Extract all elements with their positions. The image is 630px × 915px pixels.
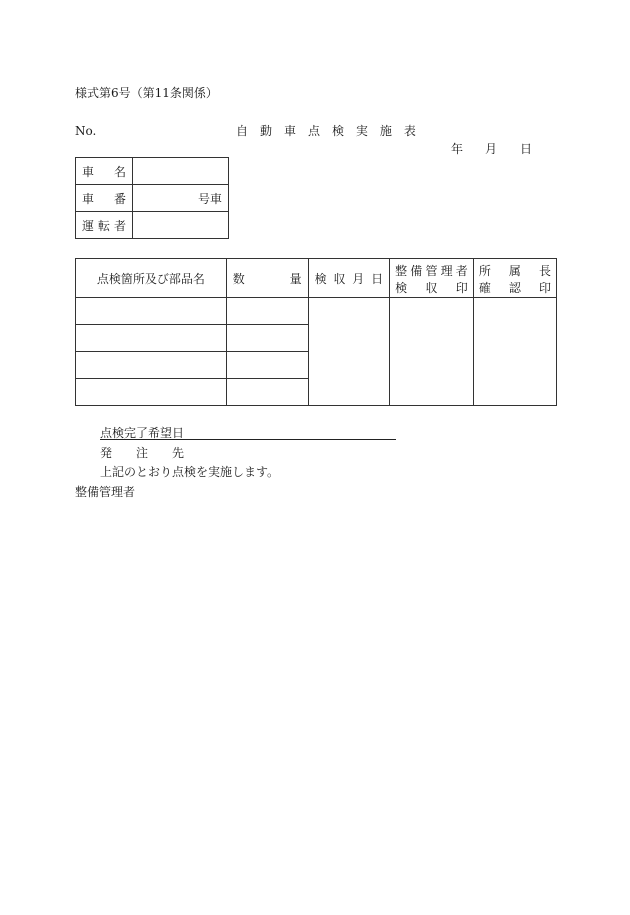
header-char: 月	[352, 271, 365, 286]
title-char: 点	[307, 124, 320, 138]
header-char: 収	[425, 281, 438, 295]
title-char: 自	[236, 124, 249, 138]
header-char: 管	[425, 264, 438, 278]
acceptance-date-header	[308, 259, 390, 298]
header-char: 整	[395, 264, 408, 278]
label-char: 発	[100, 446, 113, 460]
form-title	[236, 124, 416, 138]
title-char: 車	[283, 124, 296, 138]
inspection-header-row	[76, 259, 557, 298]
label-char: 先	[171, 446, 184, 460]
order-to-label	[100, 446, 184, 460]
statement-text: 上記のとおり点検を実施します。	[100, 465, 280, 479]
vehicle-number-field[interactable]	[133, 185, 229, 212]
vehicle-number-suffix: 号車	[197, 191, 222, 206]
label-char: 運	[82, 218, 95, 233]
quantity-cell[interactable]	[226, 298, 308, 325]
quantity-header	[226, 259, 308, 298]
form-number: 様式第6号（第11条関係）	[75, 86, 218, 100]
table-row	[76, 298, 557, 325]
department-head-seal-cell[interactable]	[473, 298, 556, 406]
department-head-seal-header	[473, 259, 556, 298]
maintenance-manager-seal-header	[390, 259, 474, 298]
parts-header: 点検箇所及び部品名	[76, 259, 227, 298]
header-char: 検	[314, 271, 327, 286]
driver-label	[76, 212, 133, 239]
header-char: 確	[478, 281, 491, 295]
header-char: 理	[440, 264, 453, 278]
label-char: 注	[135, 446, 148, 460]
header-char: 者	[455, 264, 468, 278]
part-name-cell[interactable]	[76, 325, 227, 352]
header-char: 印	[455, 281, 468, 295]
no-label: No.	[75, 124, 97, 138]
vehicle-info-table	[75, 157, 229, 239]
desired-completion-date-label: 点検完了希望日	[100, 426, 185, 440]
title-char: 表	[403, 124, 416, 138]
label-char: 名	[113, 164, 126, 179]
header-char: 数	[232, 271, 245, 286]
header-char: 所	[478, 264, 491, 278]
part-name-cell[interactable]	[76, 298, 227, 325]
vehicle-number-row	[76, 185, 229, 212]
title-char: 動	[259, 124, 272, 138]
vehicle-number-label	[76, 185, 133, 212]
header-char: 収	[333, 271, 346, 286]
label-char: 者	[113, 218, 126, 233]
header-char: 印	[538, 281, 551, 295]
part-name-cell[interactable]	[76, 379, 227, 406]
desired-completion-date-line[interactable]	[100, 439, 396, 440]
header-char: 量	[289, 271, 302, 286]
label-char: 車	[82, 191, 95, 206]
maintenance-manager-seal-cell[interactable]	[390, 298, 474, 406]
date-year-label: 年	[451, 142, 464, 156]
part-name-cell[interactable]	[76, 352, 227, 379]
quantity-cell[interactable]	[226, 352, 308, 379]
title-char: 検	[331, 124, 344, 138]
header-char: 備	[410, 264, 423, 278]
header-char: 認	[508, 281, 521, 295]
date-month-label: 月	[485, 142, 498, 156]
title-char: 施	[379, 124, 392, 138]
inspection-table	[75, 258, 557, 406]
vehicle-name-row	[76, 158, 229, 185]
header-char: 長	[538, 264, 551, 278]
driver-field[interactable]	[133, 212, 229, 239]
quantity-cell[interactable]	[226, 379, 308, 406]
label-char: 転	[97, 218, 110, 233]
label-char: 車	[82, 164, 95, 179]
vehicle-name-field[interactable]	[133, 158, 229, 185]
label-char: 番	[113, 191, 126, 206]
header-char: 属	[508, 264, 521, 278]
quantity-cell[interactable]	[226, 325, 308, 352]
vehicle-name-label	[76, 158, 133, 185]
date-day-label: 日	[520, 142, 533, 156]
maintenance-manager-label: 整備管理者	[75, 485, 136, 499]
title-char: 実	[355, 124, 368, 138]
driver-row	[76, 212, 229, 239]
acceptance-date-cell[interactable]	[308, 298, 390, 406]
header-char: 検	[395, 281, 408, 295]
header-char: 日	[371, 271, 384, 286]
